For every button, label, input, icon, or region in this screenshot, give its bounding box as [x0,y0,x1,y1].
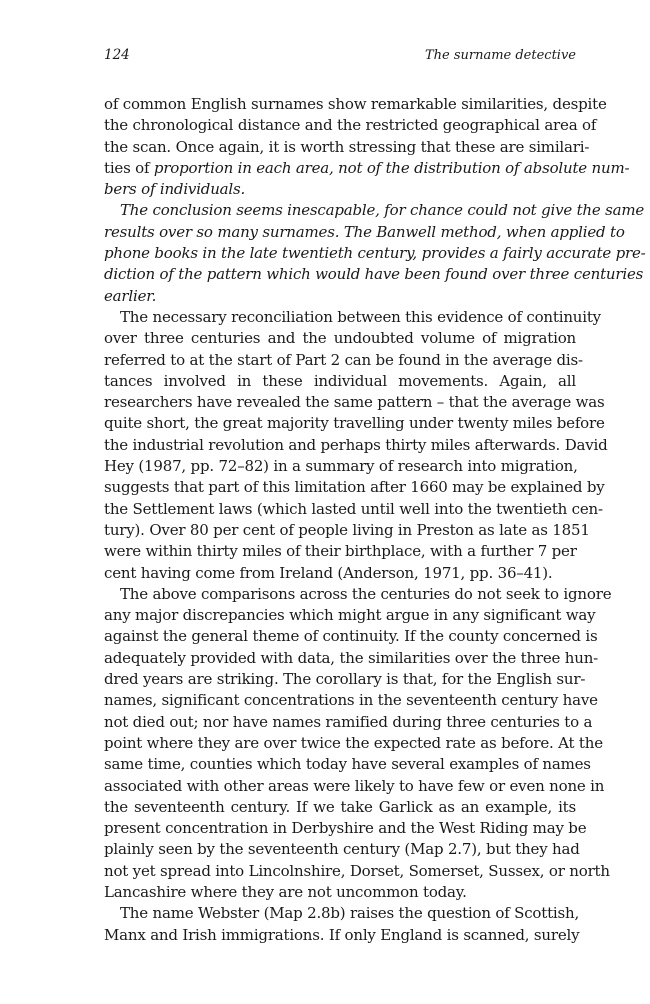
book-page [104,46,646,946]
text-line: The conclusion seems inescapable, for chance could not give the same [120,201,645,220]
text-line: names, significant concentrations in the seventeenth century have [104,691,598,710]
text-line: results over so many surnames. The Banwell method, when applied to [104,222,625,241]
text-line: cent having come from Ireland (Anderson, 1971, pp. 36–41). [104,563,553,582]
text-line: Lancashire where they are not uncommon today. [104,882,467,901]
paragraph-1 [104,94,630,200]
text-line: earlier. [104,286,157,305]
emphasis-text: proportion in each area, not of the distribution of absolute num- [153,158,630,177]
paragraph-2 [104,200,646,306]
text-line: the scan. Once again, it is worth stressing that these are similari- [104,137,590,156]
running-header [104,46,576,64]
text-line: against the general theme of continuity. If the county concerned is [104,627,598,646]
text-run: ties of [104,158,154,177]
text-line: of common English surnames show remarkable similarities, despite [104,95,607,113]
text-line [104,158,630,179]
text-line: The name Webster (Map 2.8b) raises the question of Scottish, [120,904,580,923]
text-line: dred years are striking. The corollary is that, for the English sur- [104,670,586,689]
text-line: suggests that part of this limitation after 1660 may be explained by [104,478,605,497]
text-line: Manx and Irish immigrations. If only England is scanned, surely [104,925,580,944]
text-line: The necessary reconciliation between this evidence of continuity [120,307,601,326]
emphasis-text: bers of individuals. [104,180,246,199]
text-line: the Settlement laws (which lasted until well into the twentieth cen- [104,499,603,518]
text-line: not died out; nor have names ramified during three centuries to a [104,712,593,731]
paragraph-3 [104,307,608,584]
running-title: The surname detective [424,48,576,63]
text-line: present concentration in Derbyshire and the West Riding may be [104,819,587,838]
text-line: were within thirty miles of their birthplace, with a further 7 per [104,542,577,561]
text-line: phone books in the late twentieth century, provides a fairly accurate pre- [104,244,646,263]
text-line: Hey (1987, pp. 72–82) in a summary of research into migration, [104,457,578,476]
text-line: over three centuries and the undoubted volume of migration [104,329,576,348]
text-line: The above comparisons across the centuries do not seek to ignore [120,584,612,603]
text-line: not yet spread into Lincolnshire, Dorset, Somerset, Sussex, or north [104,861,610,880]
text-line: associated with other areas were likely to have few or even none in [104,776,605,795]
text-line: quite short, the great majority travelling under twenty miles before [104,414,605,433]
paragraph-4 [104,584,612,903]
text-line [104,179,576,200]
text-line: plainly seen by the seventeenth century (Map 2.7), but they had [104,840,580,859]
text-line: any major discrepancies which might argue in any significant way [104,606,596,625]
text-line: diction of the pattern which would have been found over three centuries [104,265,644,284]
text-line: the chronological distance and the restricted geographical area of [104,116,597,135]
text-line: tury). Over 80 per cent of people living in Preston as late as 1851 [104,520,590,539]
text-line: researchers have revealed the same pattern – that the average was [104,393,605,412]
text-line: same time, counties which today have several examples of names [104,755,591,774]
text-line: adequately provided with data, the similarities over the three hun- [104,648,599,667]
text-line: referred to at the start of Part 2 can be found in the average dis- [104,350,583,369]
text-line: tances involved in these individual movements. Again, all [104,371,576,390]
text-line: point where they are over twice the expected rate as before. At the [104,733,603,752]
text-line: the seventeenth century. If we take Garlick as an example, its [104,797,576,816]
text-line: the industrial revolution and perhaps thirty miles afterwards. David [104,435,608,454]
paragraph-5 [104,903,580,946]
body-text [104,94,646,946]
page-number: 124 [104,47,130,63]
